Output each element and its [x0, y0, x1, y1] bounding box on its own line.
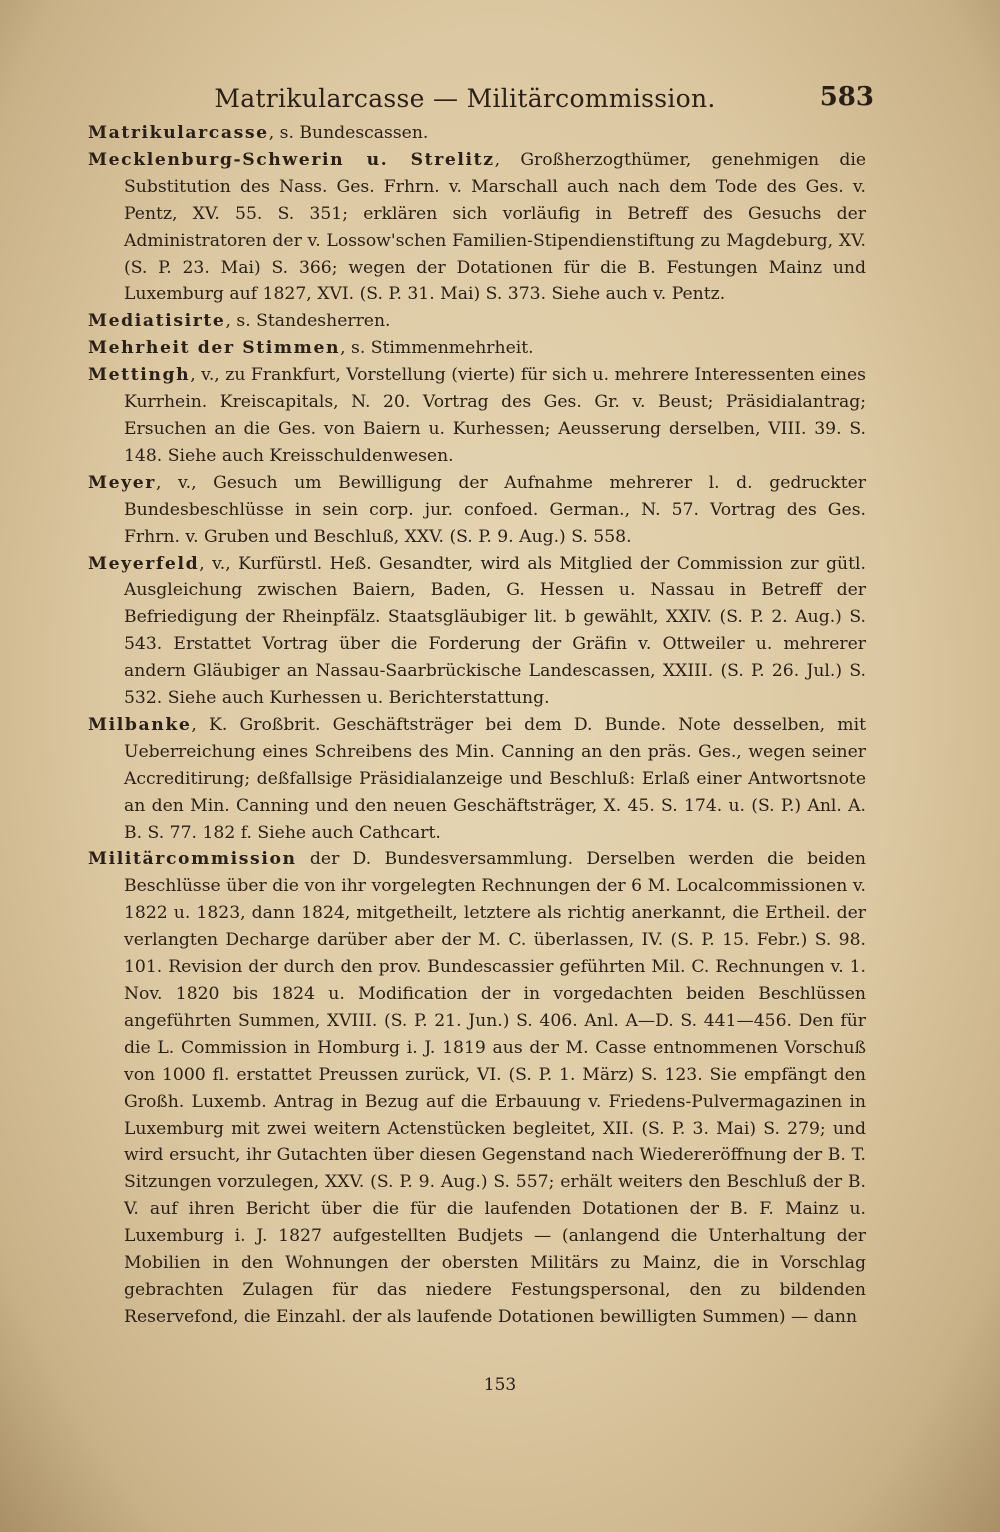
- index-entry: [88, 846, 866, 1330]
- index-entry: [88, 362, 866, 470]
- entry-text: der D. Bundesversammlung. Derselben werden die beiden Beschlüsse über die von ihr vorgelegten Rechnungen der 6 M. Localcommissionen v. 1822 u. 1823, dann 1824, mitgetheilt, letztere als richtig anerkannt, die Ertheil. der verlangten Decharge darüber aber der M. C. überlassen, IV. (S. P. 15. Febr.) S. 98. 101. Revision der durch den prov. Bundescassier geführten Mil. C. Rechnungen v. 1. Nov. 1820 bis 1824 u. Modification der in vorgedachten beiden Beschlüssen angeführten Summen, XVIII. (S. P. 21. Jun.) S. 406. Anl. A—D. S. 441—456. Den für die L. Commission in Homburg i. J. 1819 aus der M. Casse entnommenen Vorschuß von 1000 fl. erstattet Preussen zurück, VI. (S. P. 1. März) S. 123. Sie empfängt den Großh. Luxemb. Antrag in Bezug auf die Erbauung v. Friedens-Pulvermagazinen in Luxemburg mit zwei weitern Actenstücken begleitet, XII. (S. P. 3. Mai) S. 279; und wird ersucht, ihr Gutachten über diesen Gegenstand nach Wiedereröffnung der B. T. Sitzungen vorzulegen, XXV. (S. P. 9. Aug.) S. 557; erhält weiters den Beschluß der B. V. auf ihren Bericht über die für die laufenden Dotationen der B. F. Mainz u. Luxemburg i. J. 1827 aufgestellten Budjets — (anlangend die Unterhaltung der Mobilien in den Wohnungen der obersten Militärs zu Mainz, die in Vorschlag gebrachten Zulagen für das niedere Festungspersonal, den zu bildenden Reservefond, die Einzahl. der als laufende Dotationen bewilligten Summen) — dann: [124, 849, 866, 1327]
- index-entry: [88, 120, 866, 147]
- entry-head: Mehrheit der Stimmen: [88, 338, 341, 359]
- running-title: Matrikularcasse — Militärcommission.: [214, 84, 716, 113]
- index-entry: [88, 308, 866, 335]
- entry-head: Mettingh: [88, 365, 191, 386]
- entry-text: , v., Kurfürstl. Heß. Gesandter, wird als Mitglied der Commission zur gütl. Ausgleichung zwischen Baiern, Baden, G. Hessen u. Nassau in Betreff der Befriedigung der Rheinpfälz. Staatsgläubiger lit. b gewählt, XXIV. (S. P. 2. Aug.) S. 543. Erstattet Vortrag über die Forderung der Gräfin v. Ottweiler u. mehrerer andern Gläubiger an Nassau-Saarbrückische Landescassen, XXIII. (S. P. 26. Jul.) S. 532. Siehe auch Kurhessen u. Berichterstattung.: [124, 553, 866, 709]
- index-entry: [88, 335, 866, 362]
- entry-text: , K. Großbrit. Geschäftsträger bei dem D. Bunde. Note desselben, mit Ueberreichung eines Schreibens des Min. Canning an den präs. Ges., wegen seiner Accreditirung; deßfallsige Präsidialanzeige und Beschluß: Erlaß einer Antwortsnote an den Min. Canning und den neuen Geschäftsträger, X. 45. S. 174. u. (S. P.) Anl. A. B. S. 77. 182 f. Siehe auch Cathcart.: [124, 714, 866, 843]
- entry-head: Militärcommission: [88, 849, 297, 870]
- index-entry: [88, 712, 866, 847]
- entry-text: , v., Gesuch um Bewilligung der Aufnahme mehrerer l. d. gedruckter Bundesbeschlüsse in sein corp. jur. confoed. German., N. 57. Vortrag des Ges. Frhrn. v. Gruben und Beschluß, XXV. (S. P. 9. Aug.) S. 558.: [124, 472, 866, 547]
- index-entry: [88, 551, 866, 712]
- entry-text: , s. Stimmenmehrheit.: [340, 338, 534, 359]
- entry-head: Meyer: [88, 472, 156, 493]
- signature-mark: 153: [483, 1375, 517, 1395]
- entry-text: , v., zu Frankfurt, Vorstellung (vierte) für sich u. mehrere Interessenten eines Kurrhein. Kreiscapitals, N. 20. Vortrag des Ges. Gr. v. Beust; Präsidialantrag; Ersuchen an die Ges. von Baiern u. Kurhessen; Aeusserung derselben, VIII. 39. S. 148. Siehe auch Kreisschuldenwesen.: [124, 365, 866, 466]
- index-entry: [88, 147, 866, 308]
- page-number: 583: [819, 82, 874, 112]
- index-entries: [88, 120, 866, 1331]
- entry-head: Matrikularcasse: [88, 123, 269, 143]
- entry-head: Milbanke: [88, 714, 192, 735]
- entry-head: Mecklenburg-Schwerin u. Strelitz: [88, 149, 495, 170]
- entry-head: Mediatisirte: [88, 311, 226, 332]
- entry-head: Meyerfeld: [88, 553, 200, 574]
- entry-text: , Großherzogthümer, genehmigen die Substitution des Nass. Ges. Frhrn. v. Marschall auch nach dem Tode des Ges. v. Pentz, XV. 55. S. 351; erklären sich vorläufig in Betreff des Gesuchs der Administratoren der v. Lossow'schen Familien-Stipendienstiftung zu Magdeburg, XV. (S. P. 23. Mai) S. 366; wegen der Dotationen für die B. Festungen Mainz und Luxemburg auf 1827, XVI. (S. P. 31. Mai) S. 373. Siehe auch v. Pentz.: [124, 149, 866, 305]
- entry-text: , s. Standesherren.: [225, 311, 391, 332]
- entry-text: , s. Bundescassen.: [268, 123, 429, 143]
- index-entry: [88, 470, 866, 551]
- page-header: [60, 78, 874, 118]
